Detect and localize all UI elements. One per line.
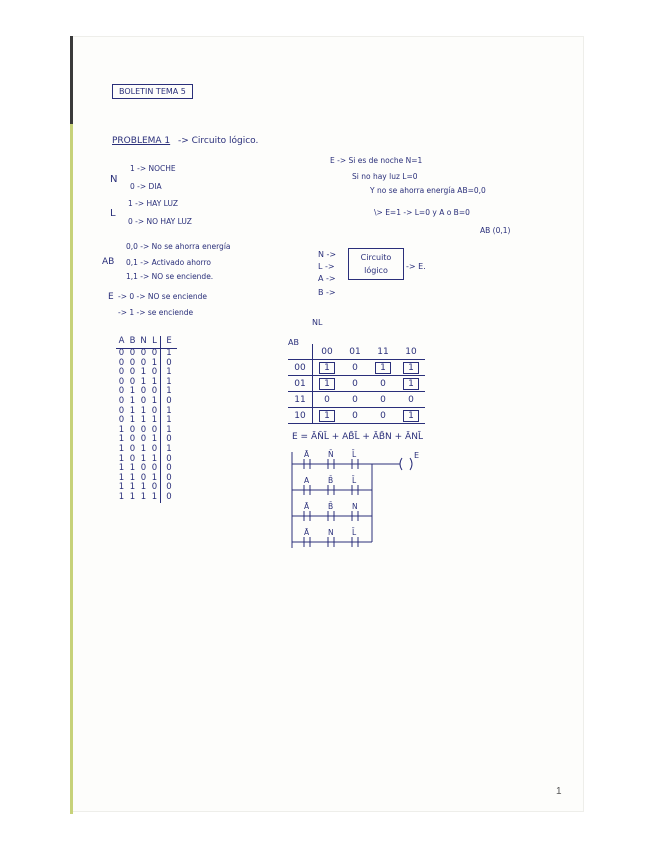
truth-table-header-cell: A bbox=[116, 336, 127, 349]
kmap-col-header: 10 bbox=[397, 344, 425, 360]
ladder-diagram bbox=[288, 448, 428, 554]
table-cell: 1 bbox=[129, 386, 136, 397]
table-cell: 0 bbox=[151, 405, 158, 416]
table-cell: 1 bbox=[161, 378, 178, 388]
contact-label: Ā bbox=[304, 502, 310, 511]
table-cell: 1 bbox=[129, 463, 136, 474]
kmap-cell bbox=[369, 360, 397, 376]
table-cell: 1 bbox=[140, 376, 147, 387]
table-cell: 1 bbox=[161, 387, 178, 397]
kmap-row-header: 11 bbox=[288, 392, 313, 408]
kmap-cell-value: 1 bbox=[319, 410, 335, 422]
table-cell: 0 bbox=[161, 483, 178, 493]
ladder-rungs bbox=[292, 450, 372, 547]
table-cell: 0 bbox=[140, 424, 147, 435]
table-cell: 0 bbox=[129, 453, 136, 464]
truth-table bbox=[116, 336, 177, 503]
table-cell: 0 bbox=[140, 348, 147, 358]
var-l-one: 1 -> HAY LUZ bbox=[128, 199, 178, 208]
table-cell: 1 bbox=[129, 405, 136, 416]
var-ab-name: AB bbox=[102, 257, 115, 267]
paper-edge-shadow bbox=[70, 36, 73, 124]
kmap-row-header: 00 bbox=[288, 360, 313, 376]
kmap-var-side: AB bbox=[288, 338, 299, 347]
table-cell: 0 bbox=[161, 455, 178, 465]
problem-heading: PROBLEMA 1 bbox=[112, 136, 171, 146]
table-cell: 0 bbox=[140, 386, 147, 397]
kmap-cell-value: 1 bbox=[403, 378, 419, 390]
paper-edge-highlight bbox=[70, 124, 73, 814]
table-cell: 1 bbox=[118, 472, 125, 483]
table-cell: 1 bbox=[161, 416, 178, 426]
table-cell: 0 bbox=[140, 434, 147, 445]
table-cell: 0 bbox=[151, 367, 158, 378]
kmap-cell bbox=[313, 360, 342, 376]
table-cell: 0 bbox=[129, 348, 136, 358]
kmap-cell: 0 bbox=[341, 360, 369, 376]
circuit-input-n: N -> bbox=[318, 250, 337, 259]
kmap-body bbox=[288, 344, 425, 424]
kmap-cell: 0 bbox=[369, 392, 397, 408]
boolean-equation: E = ĀN̄L̄ + AB̄L̄ + ĀB̄N + ĀNL̄ bbox=[292, 432, 423, 442]
table-cell: 1 bbox=[161, 407, 178, 417]
truth-table-header-cell: N bbox=[138, 336, 149, 349]
note-line-5: AB (0,1) bbox=[480, 226, 511, 235]
problem-subtitle: -> Circuito lógico. bbox=[178, 136, 259, 146]
truth-table-header-cell: E bbox=[161, 336, 178, 349]
table-cell: 1 bbox=[129, 482, 136, 493]
table-cell: 0 bbox=[161, 397, 178, 407]
table-cell: 0 bbox=[129, 376, 136, 387]
contact-label: L̄ bbox=[352, 450, 357, 459]
kmap-row-header: 10 bbox=[288, 408, 313, 424]
kmap-cell-value: 1 bbox=[403, 362, 419, 374]
var-n-one: 1 -> NOCHE bbox=[130, 164, 176, 173]
table-cell: 0 bbox=[151, 482, 158, 493]
table-cell: 1 bbox=[151, 357, 158, 368]
table-cell: 0 bbox=[118, 357, 125, 368]
table-cell: 1 bbox=[140, 453, 147, 464]
table-cell: 0 bbox=[118, 395, 125, 406]
var-n-name: N bbox=[110, 174, 118, 185]
table-cell: 0 bbox=[161, 493, 178, 503]
header-title: BOLETIN TEMA 5 bbox=[112, 84, 193, 99]
table-cell: 1 bbox=[118, 453, 125, 464]
circuit-input-l: L -> bbox=[318, 262, 335, 271]
contact-label: A bbox=[304, 476, 310, 485]
table-cell: 0 bbox=[118, 386, 125, 397]
kmap-row-header: 01 bbox=[288, 376, 313, 392]
contact-label: N̄ bbox=[328, 450, 334, 459]
table-cell: 0 bbox=[161, 359, 178, 369]
table-cell: 1 bbox=[161, 349, 178, 359]
kmap-row bbox=[288, 376, 425, 392]
truth-table-header-cell: L bbox=[149, 336, 161, 349]
kmap-cell-value: 1 bbox=[403, 410, 419, 422]
var-n-zero: 0 -> DIA bbox=[130, 182, 162, 191]
kmap-cell-value: 1 bbox=[319, 362, 335, 374]
circuit-box bbox=[348, 248, 404, 280]
truth-table-header-cell: B bbox=[127, 336, 138, 349]
table-cell: 1 bbox=[140, 491, 147, 502]
table-cell: 1 bbox=[118, 443, 125, 454]
table-cell: 0 bbox=[140, 463, 147, 474]
kmap-cell bbox=[313, 376, 342, 392]
table-cell: 1 bbox=[151, 395, 158, 406]
kmap-corner bbox=[288, 344, 313, 360]
table-cell: 1 bbox=[161, 445, 178, 455]
table-cell: 1 bbox=[129, 491, 136, 502]
table-cell: 0 bbox=[118, 415, 125, 426]
table-cell: 0 bbox=[151, 424, 158, 435]
circuit-output: -> E. bbox=[406, 262, 426, 271]
table-row bbox=[116, 493, 177, 503]
kmap-cell: 0 bbox=[341, 376, 369, 392]
var-e-name: E bbox=[108, 292, 114, 302]
kmap-col-header: 01 bbox=[341, 344, 369, 360]
kmap-cell: 0 bbox=[369, 408, 397, 424]
table-cell: 1 bbox=[118, 463, 125, 474]
kmap-cell bbox=[397, 376, 425, 392]
kmap-col-header: 11 bbox=[369, 344, 397, 360]
table-cell: 1 bbox=[129, 415, 136, 426]
contact-label: N bbox=[352, 502, 358, 511]
kmap-var-top: NL bbox=[312, 318, 323, 327]
table-cell: 0 bbox=[129, 357, 136, 368]
table-cell: 1 bbox=[129, 472, 136, 483]
kmap-cell: 0 bbox=[397, 392, 425, 408]
table-cell: 0 bbox=[161, 435, 178, 445]
circuit-box-line2: lógico bbox=[364, 266, 388, 275]
table-cell: 0 bbox=[140, 357, 147, 368]
note-line-3: Y no se ahorra energía AB=0,0 bbox=[370, 186, 486, 195]
kmap-col-header: 00 bbox=[313, 344, 342, 360]
circuit-input-a: A -> bbox=[318, 274, 336, 283]
coil-left-arc bbox=[400, 458, 402, 470]
table-cell: 0 bbox=[140, 472, 147, 483]
table-cell: 0 bbox=[151, 463, 158, 474]
contact-label: L̄ bbox=[352, 528, 357, 537]
karnaugh-map bbox=[288, 344, 425, 424]
kmap-cell bbox=[397, 360, 425, 376]
kmap-header-row bbox=[288, 344, 425, 360]
table-cell: 0 bbox=[161, 464, 178, 474]
table-cell: 1 bbox=[140, 367, 147, 378]
circuit-input-b: B -> bbox=[318, 288, 336, 297]
var-ab-00: 0,0 -> No se ahorra energía bbox=[126, 242, 231, 251]
contact-label: B̄ bbox=[328, 476, 334, 485]
table-cell: 1 bbox=[118, 424, 125, 435]
truth-table-header bbox=[116, 336, 177, 349]
table-cell: 1 bbox=[151, 472, 158, 483]
table-cell: 1 bbox=[161, 426, 178, 436]
table-cell: 0 bbox=[151, 386, 158, 397]
table-cell: 0 bbox=[129, 424, 136, 435]
table-cell: 1 bbox=[151, 453, 158, 464]
kmap-cell: 0 bbox=[341, 408, 369, 424]
contact-label: Ā bbox=[304, 528, 310, 537]
table-cell: 0 bbox=[140, 395, 147, 406]
table-cell: 1 bbox=[151, 434, 158, 445]
var-l-name: L bbox=[110, 208, 116, 219]
contact-label: N bbox=[328, 528, 334, 537]
table-cell: 0 bbox=[129, 367, 136, 378]
kmap-cell bbox=[313, 408, 342, 424]
table-cell: 1 bbox=[129, 395, 136, 406]
table-cell: 0 bbox=[129, 443, 136, 454]
contact-label: L̄ bbox=[352, 476, 357, 485]
kmap-cell-value: 1 bbox=[319, 378, 335, 390]
table-cell: 0 bbox=[118, 405, 125, 416]
table-cell: 1 bbox=[140, 415, 147, 426]
table-cell: 0 bbox=[129, 434, 136, 445]
var-ab-11: 1,1 -> NO se enciende. bbox=[126, 272, 214, 281]
table-cell: 0 bbox=[118, 348, 125, 358]
table-cell: 1 bbox=[151, 376, 158, 387]
note-line-2: Si no hay luz L=0 bbox=[352, 172, 418, 181]
table-cell: 0 bbox=[151, 443, 158, 454]
contact-label: B̄ bbox=[328, 502, 334, 511]
coil-label: E bbox=[414, 451, 420, 460]
kmap-cell: 0 bbox=[313, 392, 342, 408]
table-cell: 0 bbox=[151, 348, 158, 358]
circuit-box-line1: Circuito bbox=[360, 253, 392, 262]
kmap-row bbox=[288, 392, 425, 408]
table-cell: 1 bbox=[140, 405, 147, 416]
table-cell: 1 bbox=[140, 443, 147, 454]
note-line-1: E -> Si es de noche N=1 bbox=[330, 156, 423, 165]
table-cell: 1 bbox=[140, 482, 147, 493]
var-ab-01: 0,1 -> Activado ahorro bbox=[126, 258, 211, 267]
var-e-one: -> 1 -> se enciende bbox=[118, 308, 194, 317]
page-number: 1 bbox=[556, 786, 562, 797]
table-cell: 1 bbox=[118, 434, 125, 445]
table-cell: 0 bbox=[118, 367, 125, 378]
table-cell: 0 bbox=[161, 474, 178, 484]
table-cell: 1 bbox=[151, 415, 158, 426]
table-cell: 1 bbox=[118, 491, 125, 502]
kmap-cell: 0 bbox=[369, 376, 397, 392]
truth-table-body bbox=[116, 349, 177, 503]
table-cell: 1 bbox=[151, 491, 158, 502]
table-cell: 1 bbox=[118, 482, 125, 493]
var-l-zero: 0 -> NO HAY LUZ bbox=[128, 217, 192, 226]
table-cell: 1 bbox=[161, 368, 178, 378]
kmap-cell: 0 bbox=[341, 392, 369, 408]
contact-label: Ā bbox=[304, 450, 310, 459]
kmap-row bbox=[288, 360, 425, 376]
var-e-zero: -> 0 -> NO se enciende bbox=[118, 292, 208, 301]
coil-right-arc bbox=[410, 458, 412, 470]
kmap-cell-value: 1 bbox=[375, 362, 391, 374]
kmap-row bbox=[288, 408, 425, 424]
kmap-cell bbox=[397, 408, 425, 424]
note-line-4: \> E=1 -> L=0 y A o B=0 bbox=[374, 208, 470, 217]
table-cell: 0 bbox=[118, 376, 125, 387]
